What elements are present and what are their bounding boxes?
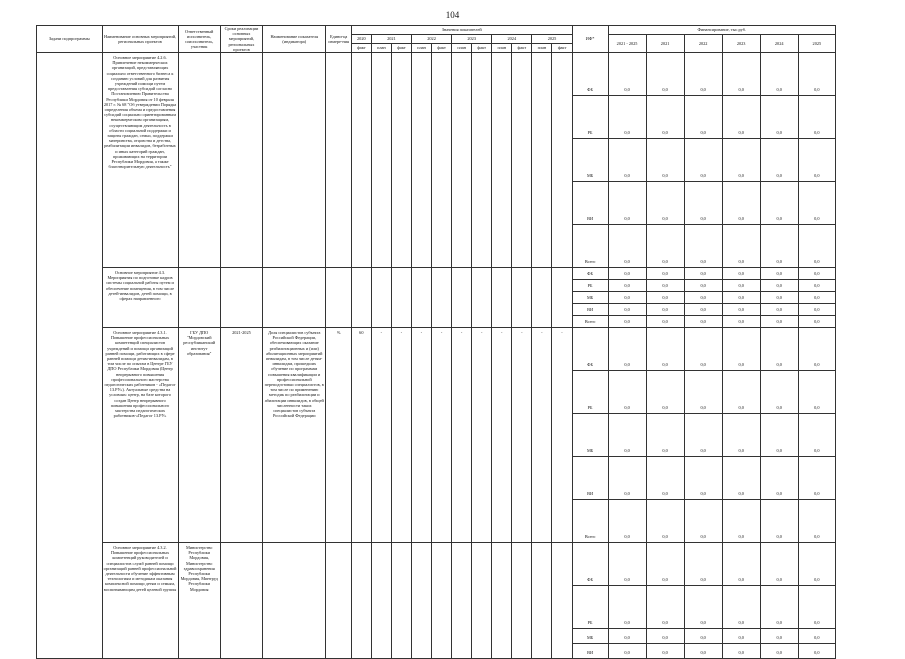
finance-code: РБ (572, 371, 608, 414)
finance-value: 0,0 (646, 316, 684, 328)
finance-value: 0,0 (684, 225, 722, 268)
finance-value: 0,0 (798, 280, 835, 292)
finance-code: МБ (572, 139, 608, 182)
finance-value: 0,0 (722, 586, 760, 629)
finance-value: 0,0 (760, 96, 798, 139)
finance-value: 0,0 (798, 96, 835, 139)
finance-value: 0,0 (646, 500, 684, 543)
finance-value: 0,0 (798, 292, 835, 304)
finance-code: МБ (572, 629, 608, 644)
finance-value: 0,0 (646, 268, 684, 280)
measure-4-3-1: Основное мероприятие 4.3.1. Повышение профессиональных компетенций специалистов учреждений и помощи организаций ранней помощи, работающих в сфере ранней помощи детям-инвалидам, в том числе по опытам в Центре ГБУ ДПО Республики Мордовия (Центр непрерывного повышения профессионального мастерства педагогических работников - «Педагог 13.РУ»). Актуальные средства на условиях: центр, на базе которого создан Центр непрерывного повышения профессионального мастерства педагогических работников-«Педагог 13.РУ» (102, 328, 178, 543)
finance-value: 0,0 (684, 543, 722, 586)
finance-value: 0,0 (608, 414, 646, 457)
finance-value: 0,0 (608, 500, 646, 543)
header-ist: ИФ* (572, 26, 608, 53)
finance-value: 0,0 (798, 53, 835, 96)
sub-col: факт (552, 44, 572, 53)
finance-value: 0,0 (760, 292, 798, 304)
measure-4-2-6: Основное мероприятие 4.2.6. Привлечение некоммерческих организаций, представляющих социально ответственного бизнеса к созданию условий для развития учреждений помощи путем предоставления субсидий согласно Постановлению Правительства Республики Мордовия от 10 февраля 2017 г. № 68 "Об утверждении Порядка определения объема и предоставления субсидий социально ориентированным некоммерческим организациям, осуществляющим деятельность в области социальной поддержки и защиты граждан, семьи, поддержки материнства, отцовства и детства, реабилитации инвалидов, безработных и иных категорий граждан, проживающих на территории Республики Мордовия, а также благотворительную деятельность" (102, 53, 178, 268)
unit-4-2-6 (326, 53, 351, 268)
finance-value: 0,0 (722, 316, 760, 328)
finance-value: 0,0 (646, 139, 684, 182)
finance-value: 0,0 (722, 139, 760, 182)
finance-value: 0,0 (646, 280, 684, 292)
sub-col: факт (472, 44, 492, 53)
sub-col: план (411, 44, 431, 53)
finance-value: 0,0 (684, 292, 722, 304)
finance-col-2024: 2024 (760, 35, 798, 53)
sub-col: факт (432, 44, 452, 53)
finance-value: 0,0 (722, 96, 760, 139)
sub-col: факт (391, 44, 411, 53)
finance-value: 0,0 (646, 644, 684, 659)
finance-value: 0,0 (608, 53, 646, 96)
finance-value: 0,0 (646, 328, 684, 371)
finance-value: 0,0 (760, 457, 798, 500)
finance-value: 0,0 (722, 292, 760, 304)
value-dash: - (432, 328, 452, 543)
sub-col: план (452, 44, 472, 53)
finance-value: 0,0 (684, 182, 722, 225)
header-measures: Наименование основных мероприятий, региональных проектов (102, 26, 178, 53)
finance-value: 0,0 (760, 328, 798, 371)
finance-col-2023: 2023 (722, 35, 760, 53)
sub-col: факт (512, 44, 532, 53)
finance-value: 0,0 (722, 644, 760, 659)
finance-value: 0,0 (798, 629, 835, 644)
finance-value: 0,0 (760, 304, 798, 316)
finance-code: РБ (572, 96, 608, 139)
finance-value: 0,0 (608, 644, 646, 659)
finance-value: 0,0 (798, 225, 835, 268)
finance-value: 0,0 (646, 457, 684, 500)
sub-col: план (371, 44, 391, 53)
finance-value: 0,0 (608, 225, 646, 268)
finance-value: 0,0 (684, 644, 722, 659)
finance-value: 0,0 (608, 292, 646, 304)
value-dash: - (512, 328, 532, 543)
finance-code: МБ (572, 414, 608, 457)
value-dash: - (532, 328, 552, 543)
finance-value: 0,0 (722, 53, 760, 96)
finance-value: 0,0 (608, 304, 646, 316)
finance-value: 0,0 (722, 414, 760, 457)
finance-value: 0,0 (760, 139, 798, 182)
finance-value: 0,0 (798, 316, 835, 328)
finance-col-2021: 2021 (646, 35, 684, 53)
finance-value: 0,0 (798, 414, 835, 457)
finance-value: 0,0 (646, 304, 684, 316)
finance-code: МБ (572, 292, 608, 304)
finance-value: 0,0 (684, 280, 722, 292)
finance-value: 0,0 (608, 371, 646, 414)
finance-code: РБ (572, 586, 608, 629)
finance-value: 0,0 (608, 316, 646, 328)
finance-value: 0,0 (646, 225, 684, 268)
finance-value: 0,0 (760, 586, 798, 629)
finance-value: 0,0 (646, 543, 684, 586)
finance-value: 0,0 (760, 280, 798, 292)
finance-value: 0,0 (684, 304, 722, 316)
finance-value: 0,0 (722, 304, 760, 316)
header-unit: Едини-ца измере-ния (326, 26, 351, 53)
finance-value: 0,0 (608, 268, 646, 280)
finance-value: 0,0 (760, 316, 798, 328)
finance-value: 0,0 (722, 268, 760, 280)
finance-value: 0,0 (722, 457, 760, 500)
value-dash: - (452, 328, 472, 543)
finance-value: 0,0 (760, 268, 798, 280)
finance-value: 0,0 (608, 586, 646, 629)
finance-value: 0,0 (760, 644, 798, 659)
finance-value: 0,0 (798, 543, 835, 586)
responsible-4-3-2: Министерство Республики Мордовия, Министерство здравоохранения Республики Мордовия, Минтруд Республики Мордовия (178, 543, 220, 659)
value-dash: - (371, 328, 391, 543)
finance-value: 0,0 (760, 414, 798, 457)
responsible-4-2-6 (178, 53, 220, 268)
header-responsible: Ответственный исполнитель, соисполнитель, участник (178, 26, 220, 53)
finance-value: 0,0 (798, 500, 835, 543)
year-2022: 2022 (411, 35, 451, 44)
finance-value: 0,0 (722, 500, 760, 543)
finance-value: 0,0 (760, 500, 798, 543)
finance-value: 0,0 (608, 96, 646, 139)
finance-value: 0,0 (798, 182, 835, 225)
finance-value: 0,0 (722, 328, 760, 371)
program-table (36, 25, 836, 659)
finance-value: 0,0 (646, 182, 684, 225)
finance-value: 0,0 (608, 457, 646, 500)
measure-4-3: Основное мероприятие 4.3. Мероприятия по подготовке кадров системы социальной работы путем и обеспечение помещения, в том числе детей-инвалидов, детей помощи, в сферах направленного (102, 268, 178, 328)
sub-col: план (532, 44, 552, 53)
finance-code: Всего (572, 316, 608, 328)
finance-value: 0,0 (798, 304, 835, 316)
sub-col: факт (351, 44, 371, 53)
terms-4-2-6 (220, 53, 262, 268)
finance-value: 0,0 (798, 268, 835, 280)
finance-value: 0,0 (798, 586, 835, 629)
finance-code: ВИ (572, 457, 608, 500)
finance-value: 0,0 (684, 139, 722, 182)
finance-value: 0,0 (760, 182, 798, 225)
value-dash: - (552, 328, 572, 543)
finance-code: ФБ (572, 328, 608, 371)
finance-value: 0,0 (684, 371, 722, 414)
finance-value: 0,0 (684, 457, 722, 500)
year-2025: 2025 (532, 35, 572, 44)
finance-value: 0,0 (646, 629, 684, 644)
value-dash: - (492, 328, 512, 543)
finance-value: 0,0 (608, 280, 646, 292)
finance-code: ВИ (572, 644, 608, 659)
finance-value: 0,0 (646, 96, 684, 139)
finance-value: 0,0 (646, 292, 684, 304)
finance-code: Всего (572, 500, 608, 543)
finance-value: 0,0 (608, 629, 646, 644)
year-2021: 2021 (371, 35, 411, 44)
finance-value: 0,0 (798, 139, 835, 182)
finance-value: 0,0 (722, 543, 760, 586)
header-task: Задачи подпрограммы (37, 26, 103, 53)
finance-col-2025: 2025 (798, 35, 835, 53)
finance-value: 0,0 (684, 316, 722, 328)
finance-value: 0,0 (608, 328, 646, 371)
header-values-group: Значения показателей (351, 26, 572, 35)
finance-value: 0,0 (646, 371, 684, 414)
finance-value: 0,0 (722, 280, 760, 292)
value-dash: - (411, 328, 431, 543)
value-dash: - (472, 328, 492, 543)
finance-value: 0,0 (646, 414, 684, 457)
indicator-4-2-6 (263, 53, 326, 268)
finance-value: 0,0 (722, 629, 760, 644)
finance-value: 0,0 (684, 586, 722, 629)
finance-value: 0,0 (684, 96, 722, 139)
finance-code: Всего (572, 225, 608, 268)
finance-value: 0,0 (760, 225, 798, 268)
finance-col-total: 2021 - 2025 (608, 35, 646, 53)
finance-value: 0,0 (798, 328, 835, 371)
finance-code: РБ (572, 280, 608, 292)
header-indicator: Наименование показателя (индикатора) (263, 26, 326, 53)
finance-value: 0,0 (722, 371, 760, 414)
finance-value: 0,0 (798, 371, 835, 414)
finance-value: 0,0 (798, 644, 835, 659)
finance-code: ФБ (572, 268, 608, 280)
finance-value: 0,0 (684, 53, 722, 96)
finance-code: ФБ (572, 543, 608, 586)
finance-value: 0,0 (684, 268, 722, 280)
finance-code: ВИ (572, 304, 608, 316)
finance-value: 0,0 (608, 139, 646, 182)
finance-value: 0,0 (646, 586, 684, 629)
indicator-4-3-1: Доля специалистов субъекта Российской Федерации, обеспечивающих оказание реабилитационных и (или) абилитационных мероприятий инвалидам, в том числе детям-инвалидам, прошедших обучение по программам повышения квалификации и профессиональной переподготовки специалистов, в том числе по применению методик по реабилитации и абилитации инвалидов, в общей численности таких специалистов субъекта Российской Федерации (263, 328, 326, 543)
finance-value: 0,0 (760, 543, 798, 586)
terms-4-3-1: 2021-2025 (220, 328, 262, 543)
finance-value: 0,0 (760, 53, 798, 96)
finance-value: 0,0 (760, 371, 798, 414)
finance-col-2022: 2022 (684, 35, 722, 53)
responsible-4-3-1: ГБУ ДПО "Мордовский республиканский институт образования" (178, 328, 220, 543)
finance-code: ВИ (572, 182, 608, 225)
finance-value: 0,0 (684, 629, 722, 644)
finance-code: ФБ (572, 53, 608, 96)
task-cell (37, 53, 103, 659)
header-finance-group: Финансирование, тыс.руб. (608, 26, 835, 35)
finance-value: 0,0 (684, 328, 722, 371)
value-dash: - (391, 328, 411, 543)
sub-col: план (492, 44, 512, 53)
finance-value: 0,0 (722, 182, 760, 225)
finance-value: 0,0 (608, 182, 646, 225)
program-table-sheet (36, 25, 836, 659)
finance-value: 0,0 (798, 457, 835, 500)
header-terms: Сроки реализации основных мероприятий, региональных проектов (220, 26, 262, 53)
unit-4-3-1: % (326, 328, 351, 543)
finance-value: 0,0 (722, 225, 760, 268)
year-2023: 2023 (452, 35, 492, 44)
year-2024: 2024 (492, 35, 532, 44)
finance-value: 0,0 (608, 543, 646, 586)
finance-value: 0,0 (684, 414, 722, 457)
finance-value: 0,0 (760, 629, 798, 644)
year-2020: 2020 (351, 35, 371, 44)
page-number: 104 (445, 10, 460, 20)
finance-value: 0,0 (684, 500, 722, 543)
value-2020-fact: 60 (351, 328, 371, 543)
measure-4-3-2: Основное мероприятие 4.3.2. Повышение профессиональных компетенций руководителей и специалистов служб ранней помощи организаций ранней профессиональной деятельности обучение эффективным технологиям и методикам оказания комплексной помощи детям и семьям, воспитывающим детей целевой группы (102, 543, 178, 659)
finance-value: 0,0 (646, 53, 684, 96)
